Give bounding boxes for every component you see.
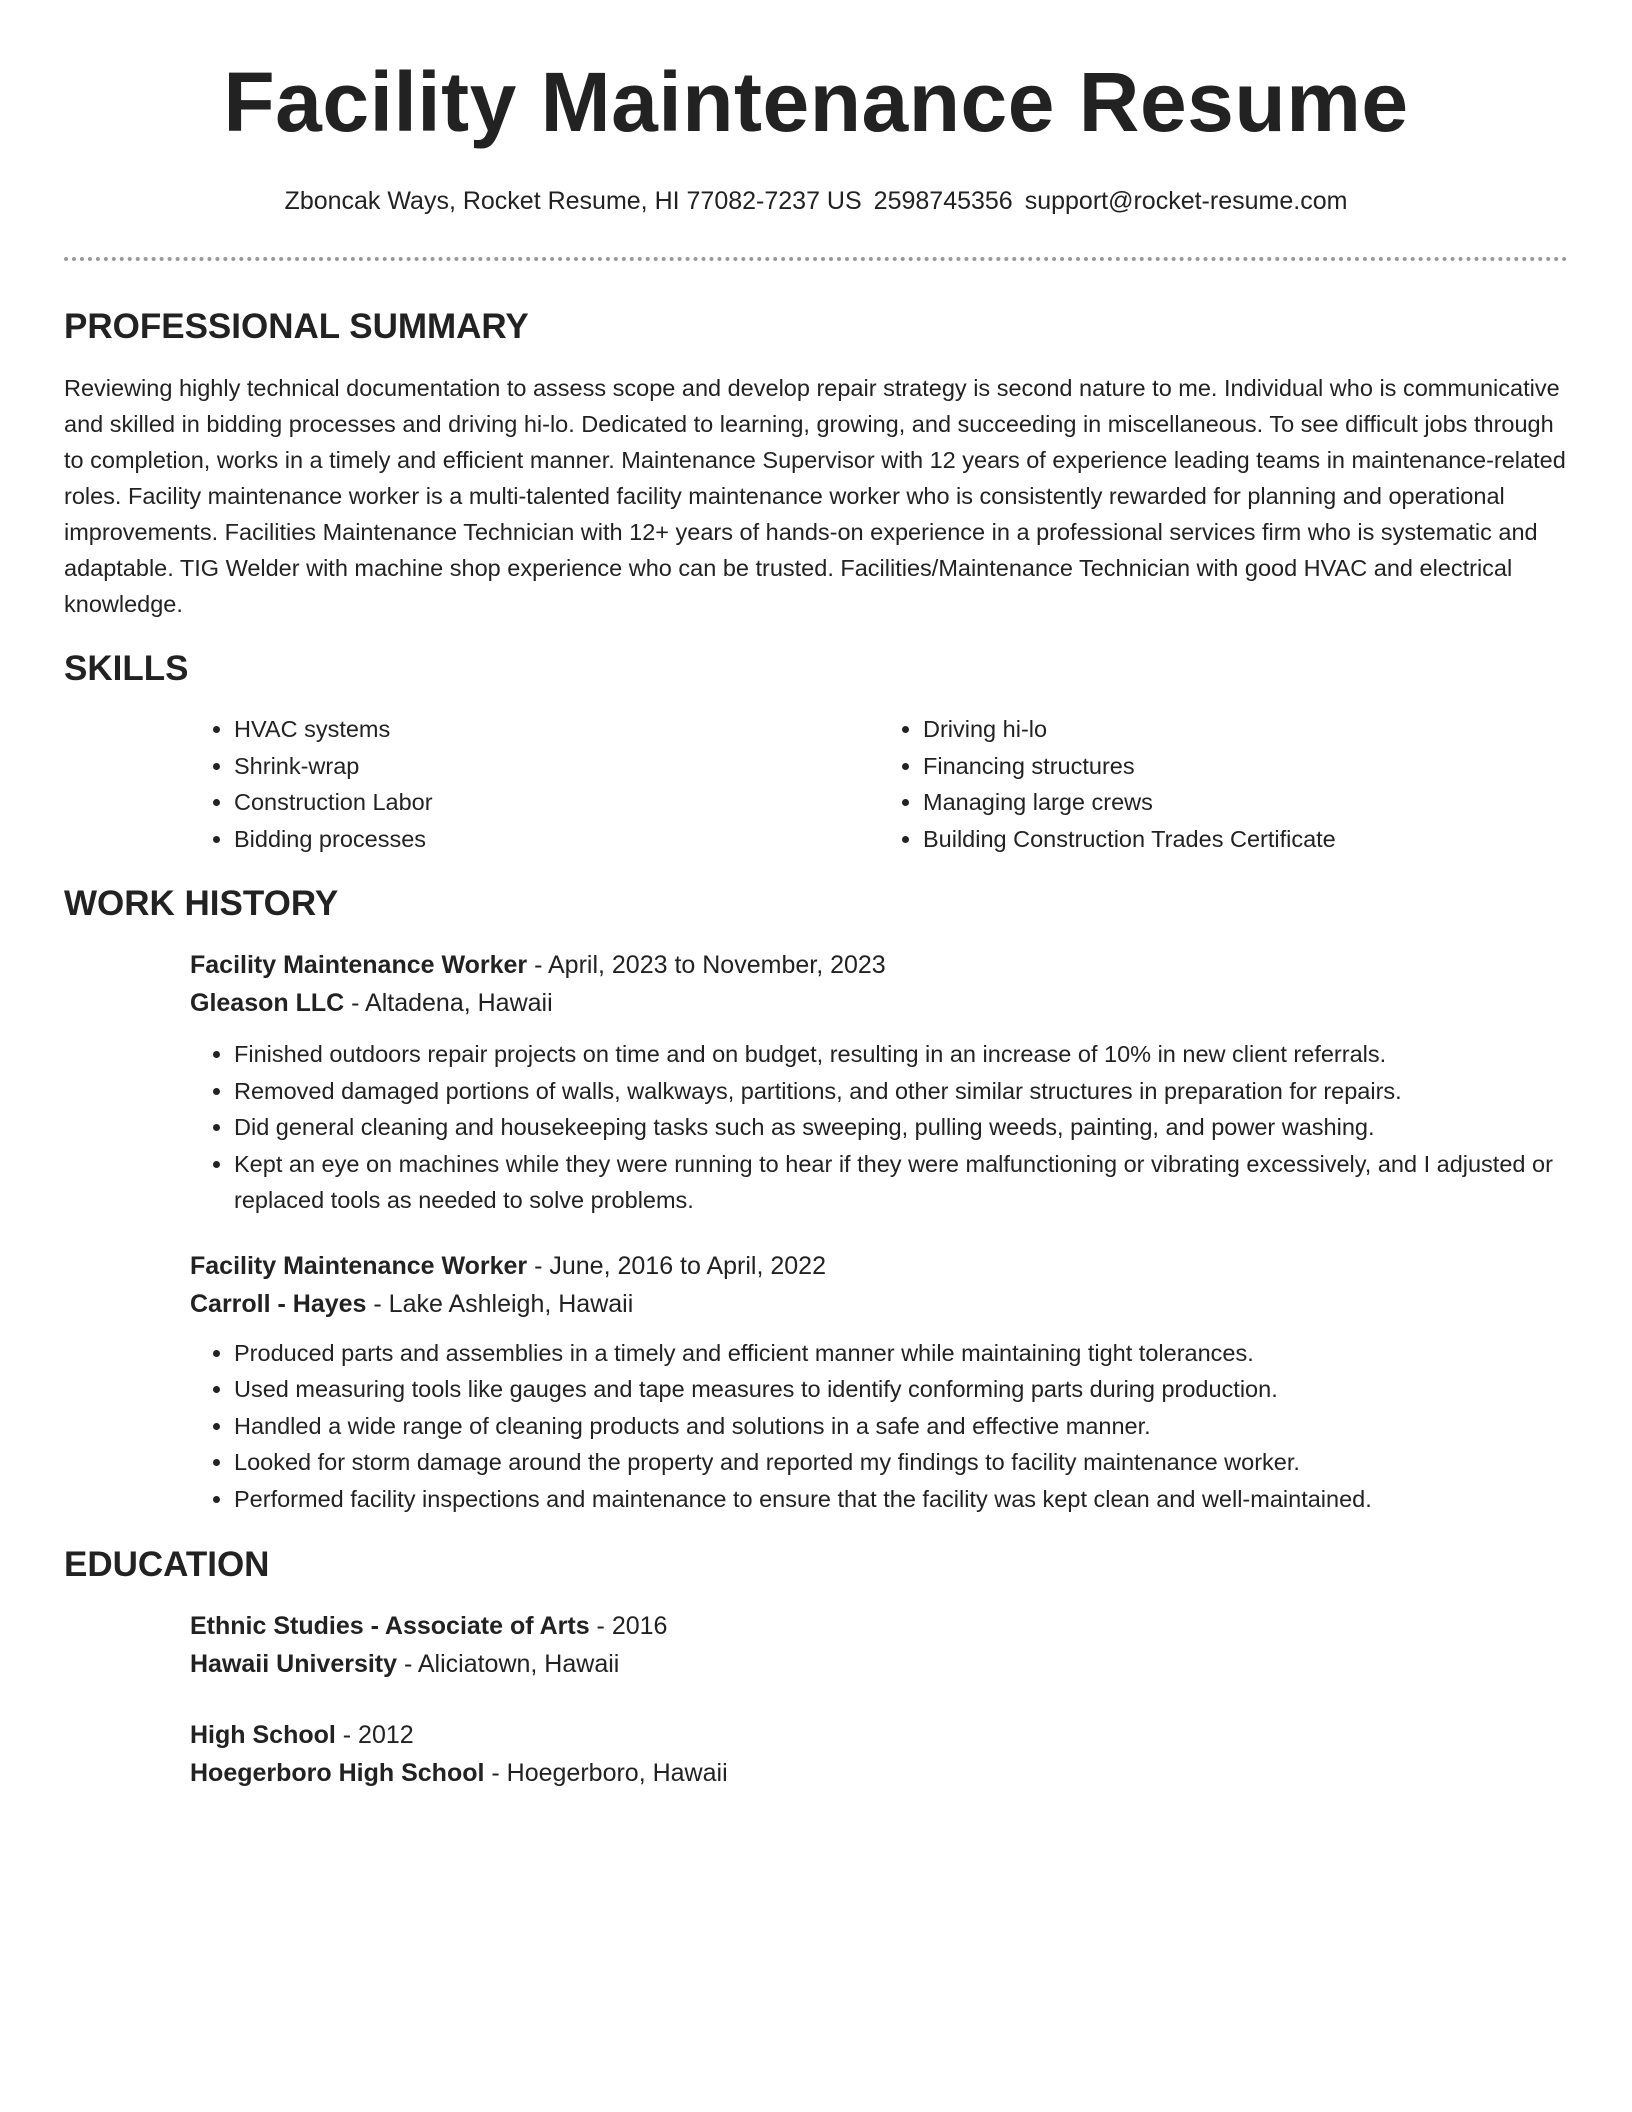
education-degree-line: [190, 1716, 1568, 1754]
job-title: Facility Maintenance Worker: [190, 951, 528, 979]
skill-item: • Building Construction Trades Certificate: [923, 821, 1568, 858]
resume-page: [64, 0, 1568, 1792]
job-entry: [190, 946, 1568, 1022]
education-year: - 2016: [589, 1612, 668, 1640]
education-degree-line: [190, 1607, 1568, 1645]
section-title-education: EDUCATION: [64, 1545, 270, 1584]
education-location: - Aliciatown, Hawaii: [397, 1650, 620, 1678]
skill-item: • Managing large crews: [923, 784, 1568, 821]
job-dates: - April, 2023 to November, 2023: [527, 951, 886, 979]
job-bullet: • Handled a wide range of cleaning products and solutions in a safe and effective manner.: [234, 1408, 1568, 1445]
skill-item: • Financing structures: [923, 748, 1568, 785]
skill-item: • HVAC systems: [234, 711, 879, 748]
job-dates: - June, 2016 to April, 2022: [527, 1251, 826, 1280]
summary-text: Reviewing highly technical documentation to assess scope and develop repair strategy is second nature to me. Individual who is communicative and skilled in bidding processes and driving hi-lo. Dedicated to learning, growing, and succeeding in miscellaneous. To see difficult jobs through to completion, works in a timely and efficient manner. Maintenance Supervisor with 12 years of experience leading teams in maintenance-related roles. Facility maintenance worker is a multi-talented facility maintenance worker who is consistently rewarded for planning and operational improvements. Facilities Maintenance Technician with 12+ years of hands-on experience in a professional services firm who is systematic and adaptable. TIG Welder with machine shop experience who can be trusted. Facilities/Maintenance Technician with good HVAC and electrical knowledge.: [64, 375, 1566, 617]
job-title-line: [190, 1247, 1568, 1285]
skills-list: [190, 711, 1568, 857]
education-school: Hoegerboro High School: [190, 1759, 485, 1787]
resume-title: Facility Maintenance Resume: [223, 55, 1409, 149]
job-bullets: [190, 1036, 1568, 1219]
job-entry: [190, 1247, 1568, 1323]
education-degree: Ethnic Studies - Associate of Arts: [190, 1612, 590, 1640]
section-title-summary: PROFESSIONAL SUMMARY: [64, 307, 529, 346]
job-location: - Lake Ashleigh, Hawaii: [366, 1289, 634, 1318]
education-school-line: [190, 1645, 1568, 1683]
education-location: - Hoegerboro, Hawaii: [484, 1759, 728, 1787]
education-school-line: [190, 1754, 1568, 1792]
job-company-line: [190, 984, 1568, 1022]
job-bullet: • Did general cleaning and housekeeping tasks such as sweeping, pulling weeds, painting, and power washing.: [234, 1109, 1568, 1146]
job-title: Facility Maintenance Worker: [190, 1251, 528, 1280]
skill-item: • Driving hi-lo: [923, 711, 1568, 748]
job-bullet: • Removed damaged portions of walls, walkways, partitions, and other similar structures in preparation for repairs.: [234, 1073, 1568, 1110]
job-company: Carroll - Hayes: [190, 1289, 367, 1318]
skills-column-left: [190, 711, 879, 857]
header-divider: [64, 257, 1568, 261]
education-school: Hawaii University: [190, 1650, 398, 1678]
skills-column-right: [879, 711, 1568, 857]
section-title-work-history: WORK HISTORY: [64, 884, 339, 923]
job-bullet: • Performed facility inspections and maintenance to ensure that the facility was kept clean and well-maintained.: [234, 1481, 1568, 1518]
job-bullet: • Looked for storm damage around the property and reported my findings to facility maintenance worker.: [234, 1444, 1568, 1481]
job-location: - Altadena, Hawaii: [344, 989, 553, 1017]
education-entry: [190, 1716, 1568, 1792]
section-title-skills: SKILLS: [64, 649, 189, 688]
skill-item: • Construction Labor: [234, 784, 879, 821]
job-company-line: [190, 1285, 1568, 1323]
contact-address: Zboncak Ways, Rocket Resume, HI 77082-7237 US: [284, 187, 862, 215]
job-title-line: [190, 946, 1568, 984]
education-entry: [190, 1607, 1568, 1683]
job-company: Gleason LLC: [190, 989, 345, 1017]
contact-phone: 2598745356: [873, 187, 1013, 215]
education-year: - 2012: [335, 1721, 414, 1749]
job-bullet: • Kept an eye on machines while they were running to hear if they were malfunctioning or vibrating excessively, and I adjusted or replaced tools as needed to solve problems.: [234, 1146, 1568, 1219]
contact-line: [64, 185, 1568, 217]
job-bullets: [190, 1335, 1568, 1518]
education-degree: High School: [190, 1721, 336, 1749]
job-bullet: • Finished outdoors repair projects on time and on budget, resulting in an increase of 10% in new client referrals.: [234, 1036, 1568, 1073]
job-bullet: • Produced parts and assemblies in a timely and efficient manner while maintaining tight tolerances.: [234, 1335, 1568, 1372]
skill-item: • Shrink-wrap: [234, 748, 879, 785]
skill-item: • Bidding processes: [234, 821, 879, 858]
contact-email: support@rocket-resume.com: [1024, 187, 1348, 215]
job-bullet: • Used measuring tools like gauges and tape measures to identify conforming parts during production.: [234, 1371, 1568, 1408]
